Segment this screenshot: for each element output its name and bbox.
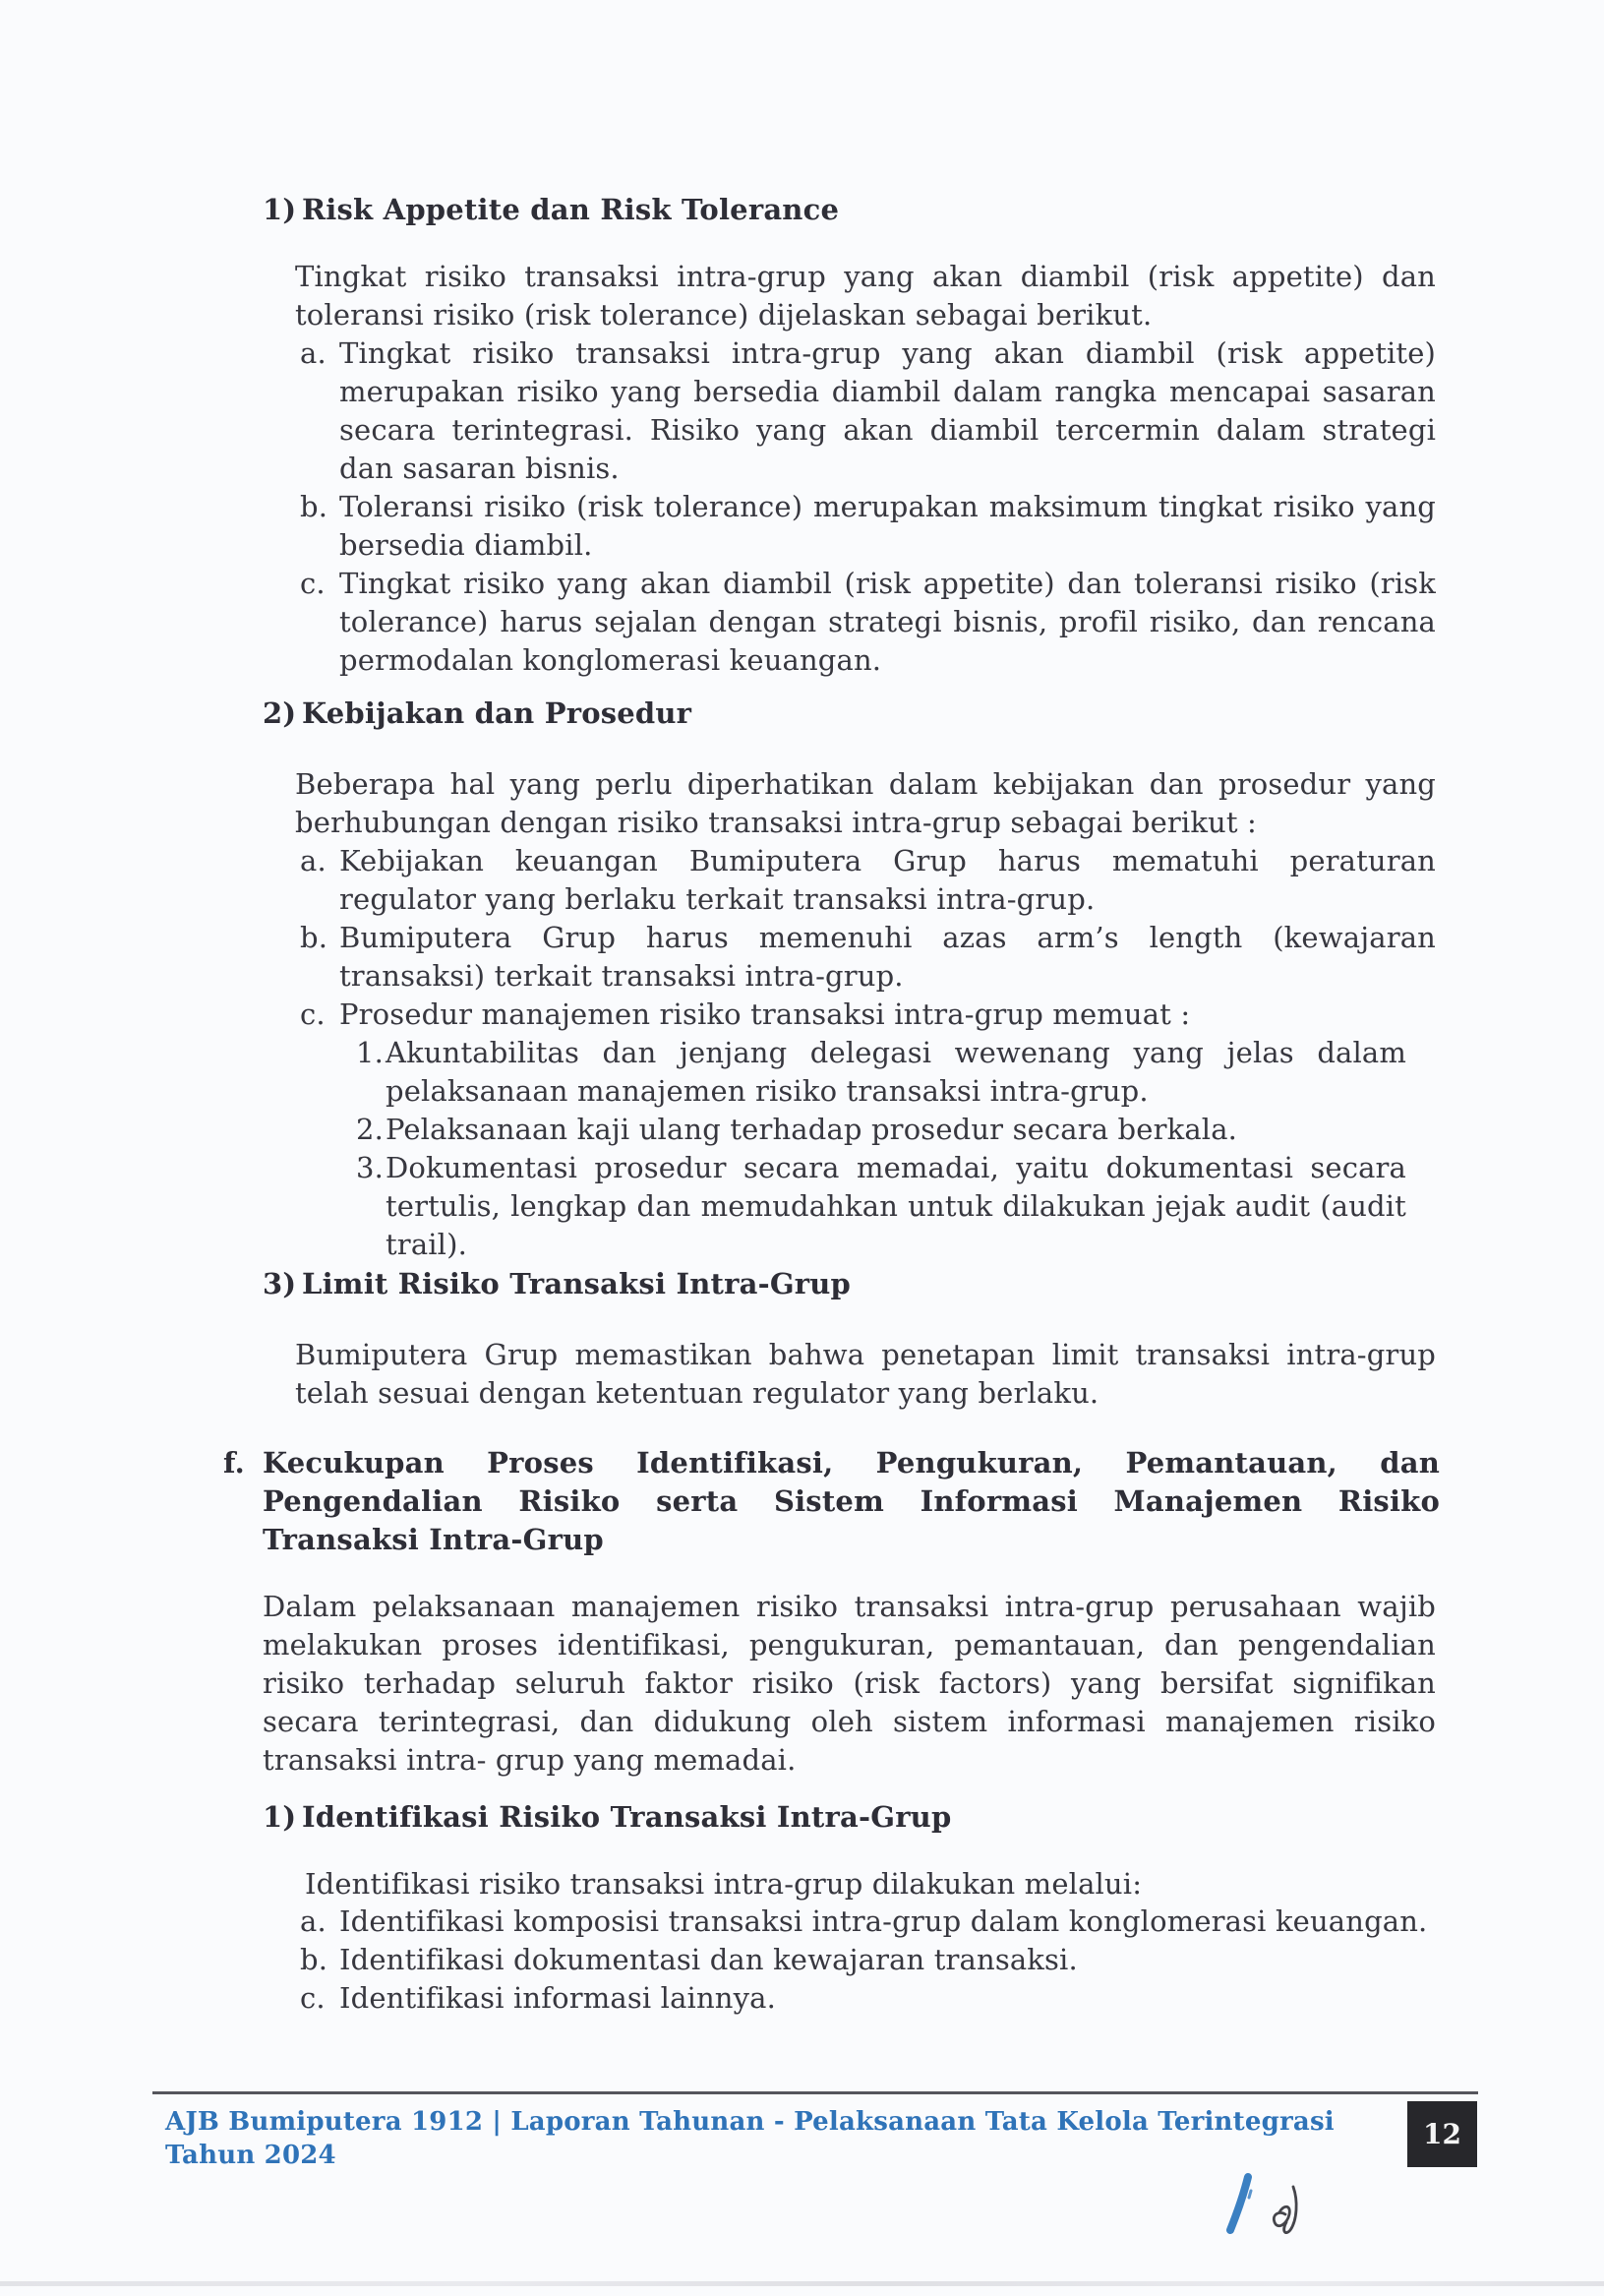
footer-report-title: AJB Bumiputera 1912 | Laporan Tahunan - Pelaksanaan Tata Kelola Terintegrasi Tahun 2024 bbox=[165, 2107, 1335, 2170]
list-item bbox=[300, 919, 1436, 996]
section-heading-risk-appetite bbox=[263, 191, 1482, 229]
sublist-item-label: 1. bbox=[356, 1036, 384, 1069]
heading-title: Kecukupan Proses Identifikasi, Pengukuran, Pemantauan, dan Pengendalian Risiko serta Sistem Informasi Manajemen Risiko Transaksi Intra-Grup bbox=[263, 1446, 1440, 1556]
list-item bbox=[300, 1979, 1436, 2018]
list-item-label: c. bbox=[300, 567, 326, 600]
heading-title: Identifikasi Risiko Transaksi Intra-Grup bbox=[302, 1800, 952, 1834]
heading-title: Limit Risiko Transaksi Intra-Grup bbox=[302, 1267, 852, 1300]
list-kebijakan bbox=[300, 842, 1436, 1264]
list-item-label: a. bbox=[300, 844, 327, 877]
heading-number: f. bbox=[223, 1446, 245, 1480]
list-item-text: Bumiputera Grup harus memenuhi azas arm’s length (kewajaran transaksi) terkait transaksi intra-grup. bbox=[339, 921, 1436, 993]
sublist-item bbox=[356, 1111, 1406, 1149]
heading-number: 1) bbox=[263, 1800, 297, 1834]
list-item-label: c. bbox=[300, 997, 326, 1031]
list-item bbox=[300, 1903, 1436, 1941]
sublist-item bbox=[356, 1149, 1406, 1264]
heading-number: 2) bbox=[263, 696, 297, 730]
section-heading-kecukupan bbox=[223, 1444, 1440, 1559]
footer-divider bbox=[152, 2091, 1478, 2094]
list-item bbox=[300, 996, 1436, 1034]
list-item bbox=[300, 488, 1436, 565]
paragraph-identifikasi-intro: Identifikasi risiko transaksi intra-grup dilakukan melalui: bbox=[305, 1867, 1143, 1901]
list-item-label: c. bbox=[300, 1981, 326, 2015]
page-number: 12 bbox=[1423, 2118, 1461, 2150]
list-item-text: Identifikasi informasi lainnya. bbox=[339, 1981, 776, 2015]
list-item bbox=[300, 334, 1436, 488]
scan-bottom-edge bbox=[0, 2281, 1604, 2286]
list-identifikasi bbox=[300, 1903, 1436, 2018]
sublist-item-text: Dokumentasi prosedur secara memadai, yaitu dokumentasi secara tertulis, lengkap dan memudahkan untuk dilakukan jejak audit (audit trail). bbox=[386, 1151, 1406, 1261]
sublist-item-text: Akuntabilitas dan jenjang delegasi wewenang yang jelas dalam pelaksanaan manajemen risiko transaksi intra-grup. bbox=[386, 1036, 1406, 1108]
paragraph-kebijakan-intro: Beberapa hal yang perlu diperhatikan dalam kebijakan dan prosedur yang berhubungan dengan risiko transaksi intra-grup sebagai berikut : bbox=[295, 767, 1436, 839]
sublist-item bbox=[356, 1034, 1406, 1111]
list-item-text: Tingkat risiko yang akan diambil (risk appetite) dan toleransi risiko (risk tolerance) harus sejalan dengan strategi bisnis, profil risiko, dan rencana permodalan konglomerasi keuangan. bbox=[339, 567, 1436, 677]
list-item bbox=[300, 1941, 1436, 1979]
heading-title: Kebijakan dan Prosedur bbox=[302, 696, 692, 730]
sublist-prosedur bbox=[356, 1034, 1406, 1264]
list-item-label: a. bbox=[300, 336, 327, 370]
list-item-text: Identifikasi dokumentasi dan kewajaran transaksi. bbox=[339, 1943, 1078, 1976]
section-heading-kebijakan bbox=[263, 695, 1482, 733]
list-item-label: b. bbox=[300, 921, 328, 954]
list-item-label: b. bbox=[300, 490, 328, 523]
page-number-badge bbox=[1407, 2101, 1477, 2167]
list-item bbox=[300, 842, 1436, 919]
list-risk-appetite bbox=[300, 334, 1436, 680]
list-item-label: a. bbox=[300, 1904, 327, 1938]
heading-number: 3) bbox=[263, 1267, 297, 1300]
list-item-text: Toleransi risiko (risk tolerance) merupakan maksimum tingkat risiko yang bersedia diambil. bbox=[339, 490, 1436, 562]
signature-mark-icon bbox=[1215, 2169, 1333, 2267]
paragraph-limit-intro: Bumiputera Grup memastikan bahwa penetapan limit transaksi intra-grup telah sesuai dengan ketentuan regulator yang berlaku. bbox=[295, 1338, 1436, 1410]
list-item-text: Prosedur manajemen risiko transaksi intra-grup memuat : bbox=[339, 997, 1191, 1031]
list-item-label: b. bbox=[300, 1943, 328, 1976]
section-heading-identifikasi bbox=[263, 1798, 1482, 1837]
section-heading-limit bbox=[263, 1265, 1482, 1303]
sublist-item-label: 2. bbox=[356, 1113, 384, 1146]
sublist-item-label: 3. bbox=[356, 1151, 384, 1184]
paragraph-risk-appetite-intro: Tingkat risiko transaksi intra-grup yang akan diambil (risk appetite) dan toleransi risiko (risk tolerance) dijelaskan sebagai berikut. bbox=[295, 260, 1436, 332]
heading-number: 1) bbox=[263, 193, 297, 226]
sublist-item-text: Pelaksanaan kaji ulang terhadap prosedur secara berkala. bbox=[386, 1113, 1237, 1146]
list-item bbox=[300, 565, 1436, 680]
list-item-text: Identifikasi komposisi transaksi intra-grup dalam konglomerasi keuangan. bbox=[339, 1904, 1428, 1938]
paragraph-kecukupan-intro: Dalam pelaksanaan manajemen risiko transaksi intra-grup perusahaan wajib melakukan proses identifikasi, pengukuran, pemantauan, dan pengendalian risiko terhadap seluruh faktor risiko (risk factors) yang bersifat signifikan secara terintegrasi, dan didukung oleh sistem informasi manajemen risiko transaksi intra- grup yang memadai. bbox=[263, 1590, 1436, 1777]
heading-title: Risk Appetite dan Risk Tolerance bbox=[302, 193, 840, 226]
list-item-text: Kebijakan keuangan Bumiputera Grup harus mematuhi peraturan regulator yang berlaku terkait transaksi intra-grup. bbox=[339, 844, 1436, 916]
list-item-text: Tingkat risiko transaksi intra-grup yang akan diambil (risk appetite) merupakan risiko yang bersedia diambil dalam rangka mencapai sasaran secara terintegrasi. Risiko yang akan diambil tercermin dalam strategi dan sasaran bisnis. bbox=[339, 336, 1436, 485]
